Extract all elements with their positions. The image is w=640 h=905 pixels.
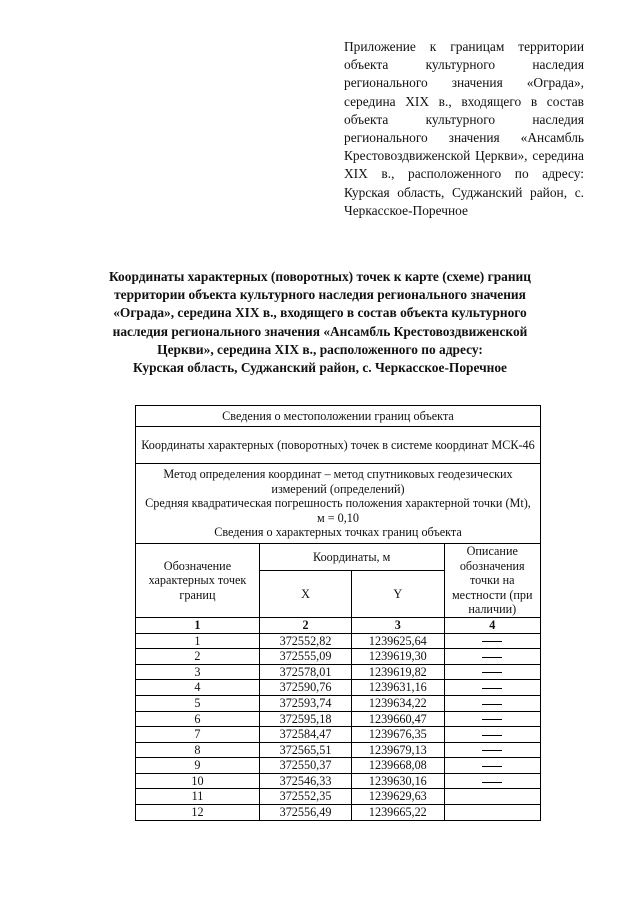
cell-id: 2 bbox=[136, 649, 260, 665]
coordinates-table bbox=[135, 405, 541, 821]
cell-id: 1 bbox=[136, 633, 260, 649]
points-title: Сведения о характерных точках границ объекта bbox=[214, 525, 462, 540]
cell-y: 1239660,47 bbox=[352, 711, 444, 727]
table-row bbox=[136, 695, 541, 711]
dash-mark bbox=[482, 657, 502, 658]
heading-line: Церкви», середина XIX в., расположенного по адресу: bbox=[157, 341, 483, 357]
cell-x: 372550,37 bbox=[259, 758, 351, 774]
cell-x: 372546,33 bbox=[259, 773, 351, 789]
table-row bbox=[136, 758, 541, 774]
cell-y: 1239676,35 bbox=[352, 727, 444, 743]
dash-mark bbox=[482, 641, 502, 642]
dash-mark bbox=[482, 750, 502, 751]
header-point-name: Обозначение характерных точек границ bbox=[136, 543, 260, 617]
cell-description bbox=[444, 727, 540, 743]
table-row bbox=[136, 680, 541, 696]
column-number: 1 bbox=[136, 617, 260, 633]
cell-description bbox=[444, 649, 540, 665]
cell-description bbox=[444, 758, 540, 774]
cell-id: 12 bbox=[136, 805, 260, 821]
section-title: Сведения о местоположении границ объекта bbox=[136, 406, 541, 427]
cell-description bbox=[444, 680, 540, 696]
table-section-row bbox=[136, 406, 541, 427]
cell-id: 3 bbox=[136, 664, 260, 680]
cell-description bbox=[444, 633, 540, 649]
cell-x: 372552,35 bbox=[259, 789, 351, 805]
table-row bbox=[136, 742, 541, 758]
table-section-row bbox=[136, 464, 541, 544]
cell-description bbox=[444, 805, 540, 821]
cell-x: 372584,47 bbox=[259, 727, 351, 743]
heading-line: территории объекта культурного наследия регионального значения bbox=[114, 287, 526, 303]
cell-id: 10 bbox=[136, 773, 260, 789]
cell-description bbox=[444, 789, 540, 805]
cell-x: 372593,74 bbox=[259, 695, 351, 711]
cell-y: 1239665,22 bbox=[352, 805, 444, 821]
table-section-row bbox=[136, 427, 541, 464]
column-number: 4 bbox=[444, 617, 540, 633]
cell-id: 4 bbox=[136, 680, 260, 696]
cell-x: 372590,76 bbox=[259, 680, 351, 696]
cell-y: 1239619,82 bbox=[352, 664, 444, 680]
cell-y: 1239668,08 bbox=[352, 758, 444, 774]
method-cell bbox=[136, 464, 541, 544]
table-row bbox=[136, 649, 541, 665]
header-x: X bbox=[259, 570, 351, 617]
cell-y: 1239625,64 bbox=[352, 633, 444, 649]
table-row bbox=[136, 805, 541, 821]
heading-line: «Ограда», середина XIX в., входящего в состав объекта культурного bbox=[113, 305, 527, 321]
cell-x: 372552,82 bbox=[259, 633, 351, 649]
heading-line: Координаты характерных (поворотных) точек к карте (схеме) границ bbox=[109, 269, 531, 284]
cell-x: 372556,49 bbox=[259, 805, 351, 821]
cell-y: 1239619,30 bbox=[352, 649, 444, 665]
table-row bbox=[136, 727, 541, 743]
cell-description bbox=[444, 664, 540, 680]
table-row bbox=[136, 711, 541, 727]
cell-x: 372565,51 bbox=[259, 742, 351, 758]
document-heading bbox=[90, 268, 550, 377]
cell-y: 1239629,63 bbox=[352, 789, 444, 805]
header-description: Описание обозначения точки на местности (при наличии) bbox=[444, 543, 540, 617]
dash-mark bbox=[482, 766, 502, 767]
column-number: 3 bbox=[352, 617, 444, 633]
cell-x: 372578,01 bbox=[259, 664, 351, 680]
header-y: Y bbox=[352, 570, 444, 617]
dash-mark bbox=[482, 704, 502, 705]
cell-y: 1239634,22 bbox=[352, 695, 444, 711]
cell-x: 372555,09 bbox=[259, 649, 351, 665]
dash-mark bbox=[482, 782, 502, 783]
method-text: Метод определения координат – метод спутниковых геодезических измерений (определений) bbox=[163, 467, 513, 496]
cell-description bbox=[444, 742, 540, 758]
cell-id: 7 bbox=[136, 727, 260, 743]
cell-id: 5 bbox=[136, 695, 260, 711]
appendix-note: Приложение к границам территории объекта культурного наследия регионального значения «Ограда», середина XIX в., входящего в состав объекта культурного наследия регионального значения «Ансамбль Крестовоздвиженской Церкви», середина XIX в., расположенного по адресу: Курская область, Суджанский район, с. Черкасское-Поречное bbox=[344, 39, 584, 218]
table-row bbox=[136, 633, 541, 649]
table-row bbox=[136, 664, 541, 680]
cell-description bbox=[444, 711, 540, 727]
table-header-row bbox=[136, 543, 541, 570]
cell-id: 8 bbox=[136, 742, 260, 758]
cell-id: 11 bbox=[136, 789, 260, 805]
header-coordinates: Координаты, м bbox=[259, 543, 444, 570]
dash-mark bbox=[482, 672, 502, 673]
accuracy-text: Средняя квадратическая погрешность положения характерной точки (Mt), м = 0,10 bbox=[145, 496, 531, 525]
column-number: 2 bbox=[259, 617, 351, 633]
dash-mark bbox=[482, 688, 502, 689]
coord-system-cell: Координаты характерных (поворотных) точек в системе координат МСК-46 bbox=[136, 427, 541, 464]
heading-line: Курская область, Суджанский район, с. Черкасское-Поречное bbox=[133, 360, 507, 376]
dash-mark bbox=[482, 735, 502, 736]
cell-id: 9 bbox=[136, 758, 260, 774]
cell-description bbox=[444, 773, 540, 789]
cell-y: 1239631,16 bbox=[352, 680, 444, 696]
column-number-row bbox=[136, 617, 541, 633]
table-row bbox=[136, 773, 541, 789]
cell-id: 6 bbox=[136, 711, 260, 727]
table-row bbox=[136, 789, 541, 805]
heading-line: наследия регионального значения «Ансамбль Крестовоздвиженской bbox=[112, 323, 528, 339]
cell-y: 1239679,13 bbox=[352, 742, 444, 758]
cell-x: 372595,18 bbox=[259, 711, 351, 727]
dash-mark bbox=[482, 719, 502, 720]
cell-y: 1239630,16 bbox=[352, 773, 444, 789]
cell-description bbox=[444, 695, 540, 711]
